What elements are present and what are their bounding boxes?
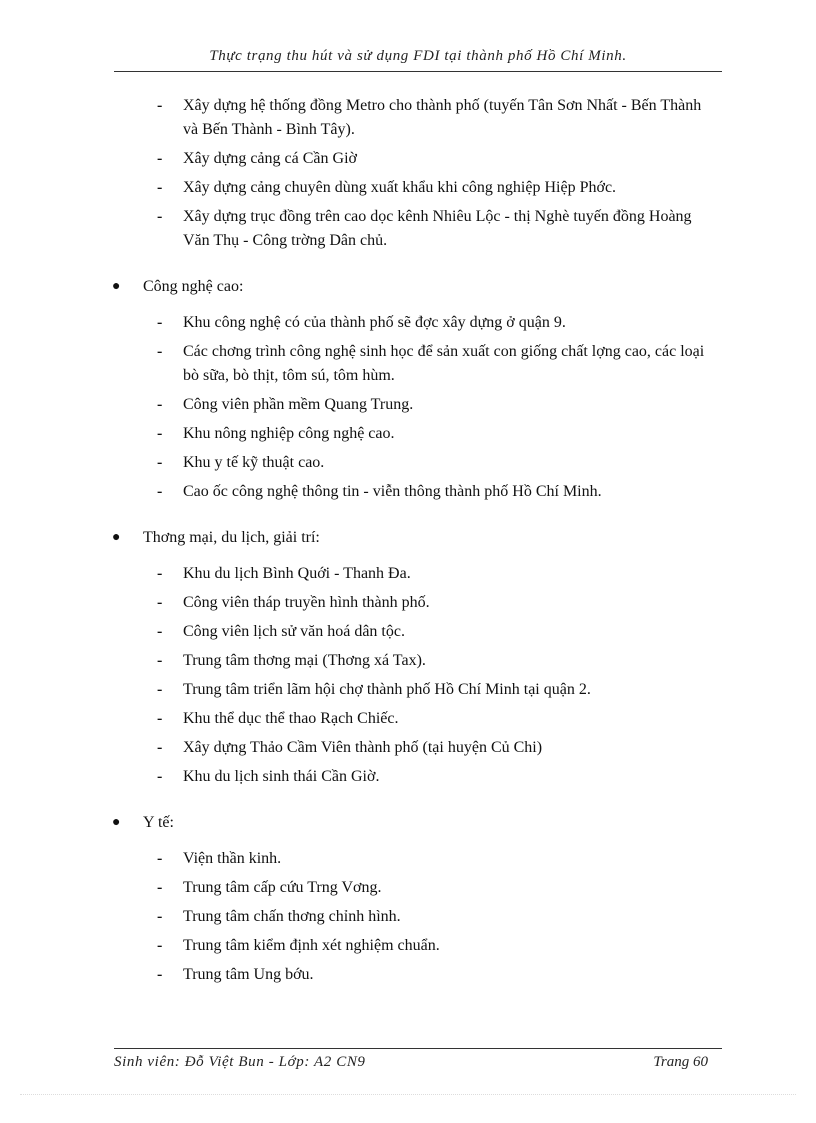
header-rule xyxy=(114,71,722,72)
footer-rule xyxy=(114,1048,722,1049)
page-label: Trang xyxy=(653,1054,690,1070)
section-health xyxy=(0,811,816,987)
list-item: - Xây dựng Thảo Cầm Viên thành phố (tại huyện Củ Chi) xyxy=(0,736,718,760)
list-item: - Xây dựng trục đồng trên cao dọc kênh Nhiêu Lộc - thị Nghè tuyến đồng Hoàng Văn Thụ - Công trờng Dân chủ. xyxy=(0,205,718,253)
list-item: - Trung tâm chấn thơng chỉnh hình. xyxy=(0,905,718,929)
section-heading: ● Công nghệ cao: xyxy=(0,275,816,299)
section-heading: ● Thơng mại, du lịch, giải trí: xyxy=(0,526,816,550)
list-item: - Công viên tháp truyền hình thành phố. xyxy=(0,591,718,615)
footer-author: Sinh viên: Đỗ Việt Bun - Lớp: A2 CN9 xyxy=(114,1054,366,1070)
list-item: - Công viên phần mềm Quang Trung. xyxy=(0,393,718,417)
list-item: - Trung tâm kiểm định xét nghiệm chuẩn. xyxy=(0,934,718,958)
list-item: - Khu công nghệ có của thành phố sẽ đợc xây dựng ở quận 9. xyxy=(0,311,718,335)
document-body xyxy=(0,94,816,1009)
list-item: - Viện thần kinh. xyxy=(0,847,718,871)
list-item: - Khu du lịch sinh thái Cần Giờ. xyxy=(0,765,718,789)
list-item: - Xây dựng cảng chuyên dùng xuất khẩu khi công nghiệp Hiệp Phớc. xyxy=(0,176,718,200)
section-high-tech xyxy=(0,275,816,504)
bullet-icon: ● xyxy=(112,279,121,294)
section-heading: ● Y tế: xyxy=(0,811,816,835)
bullet-icon: ● xyxy=(112,815,121,830)
bullet-icon: ● xyxy=(112,530,121,545)
list-item: - Cao ốc công nghệ thông tin - viễn thông thành phố Hồ Chí Minh. xyxy=(0,480,718,504)
list-item: - Khu thể dục thể thao Rạch Chiếc. xyxy=(0,707,718,731)
list-item: - Xây dựng hệ thống đồng Metro cho thành phố (tuyến Tân Sơn Nhất - Bến Thành và Bến Thành - Bình Tây). xyxy=(0,94,718,142)
footer-page xyxy=(653,1054,708,1071)
list-item: - Công viên lịch sử văn hoá dân tộc. xyxy=(0,620,718,644)
list-item: - Khu nông nghiệp công nghệ cao. xyxy=(0,422,718,446)
list-item: - Xây dựng cảng cá Cần Giờ xyxy=(0,147,718,171)
list-item: - Trung tâm triển lãm hội chợ thành phố Hồ Chí Minh tại quận 2. xyxy=(0,678,718,702)
section-commerce-tourism xyxy=(0,526,816,789)
list-item: - Trung tâm thơng mại (Thơng xá Tax). xyxy=(0,649,718,673)
section-infrastructure xyxy=(0,94,816,253)
page-number: 60 xyxy=(693,1054,708,1070)
list-item: - Trung tâm Ung bớu. xyxy=(0,963,718,987)
page-edge-divider xyxy=(20,1094,796,1095)
list-item: - Khu y tế kỹ thuật cao. xyxy=(0,451,718,475)
list-item: - Các chơng trình công nghệ sinh học để sản xuất con giống chất lợng cao, các loại bò sữa, bò thịt, tôm sú, tôm hùm. xyxy=(0,340,718,388)
list-item: - Trung tâm cấp cứu Trng Vơng. xyxy=(0,876,718,900)
list-item: - Khu du lịch Bình Quới - Thanh Đa. xyxy=(0,562,718,586)
page-header: Thực trạng thu hút và sử dụng FDI tại thành phố Hồ Chí Minh. xyxy=(209,48,627,64)
